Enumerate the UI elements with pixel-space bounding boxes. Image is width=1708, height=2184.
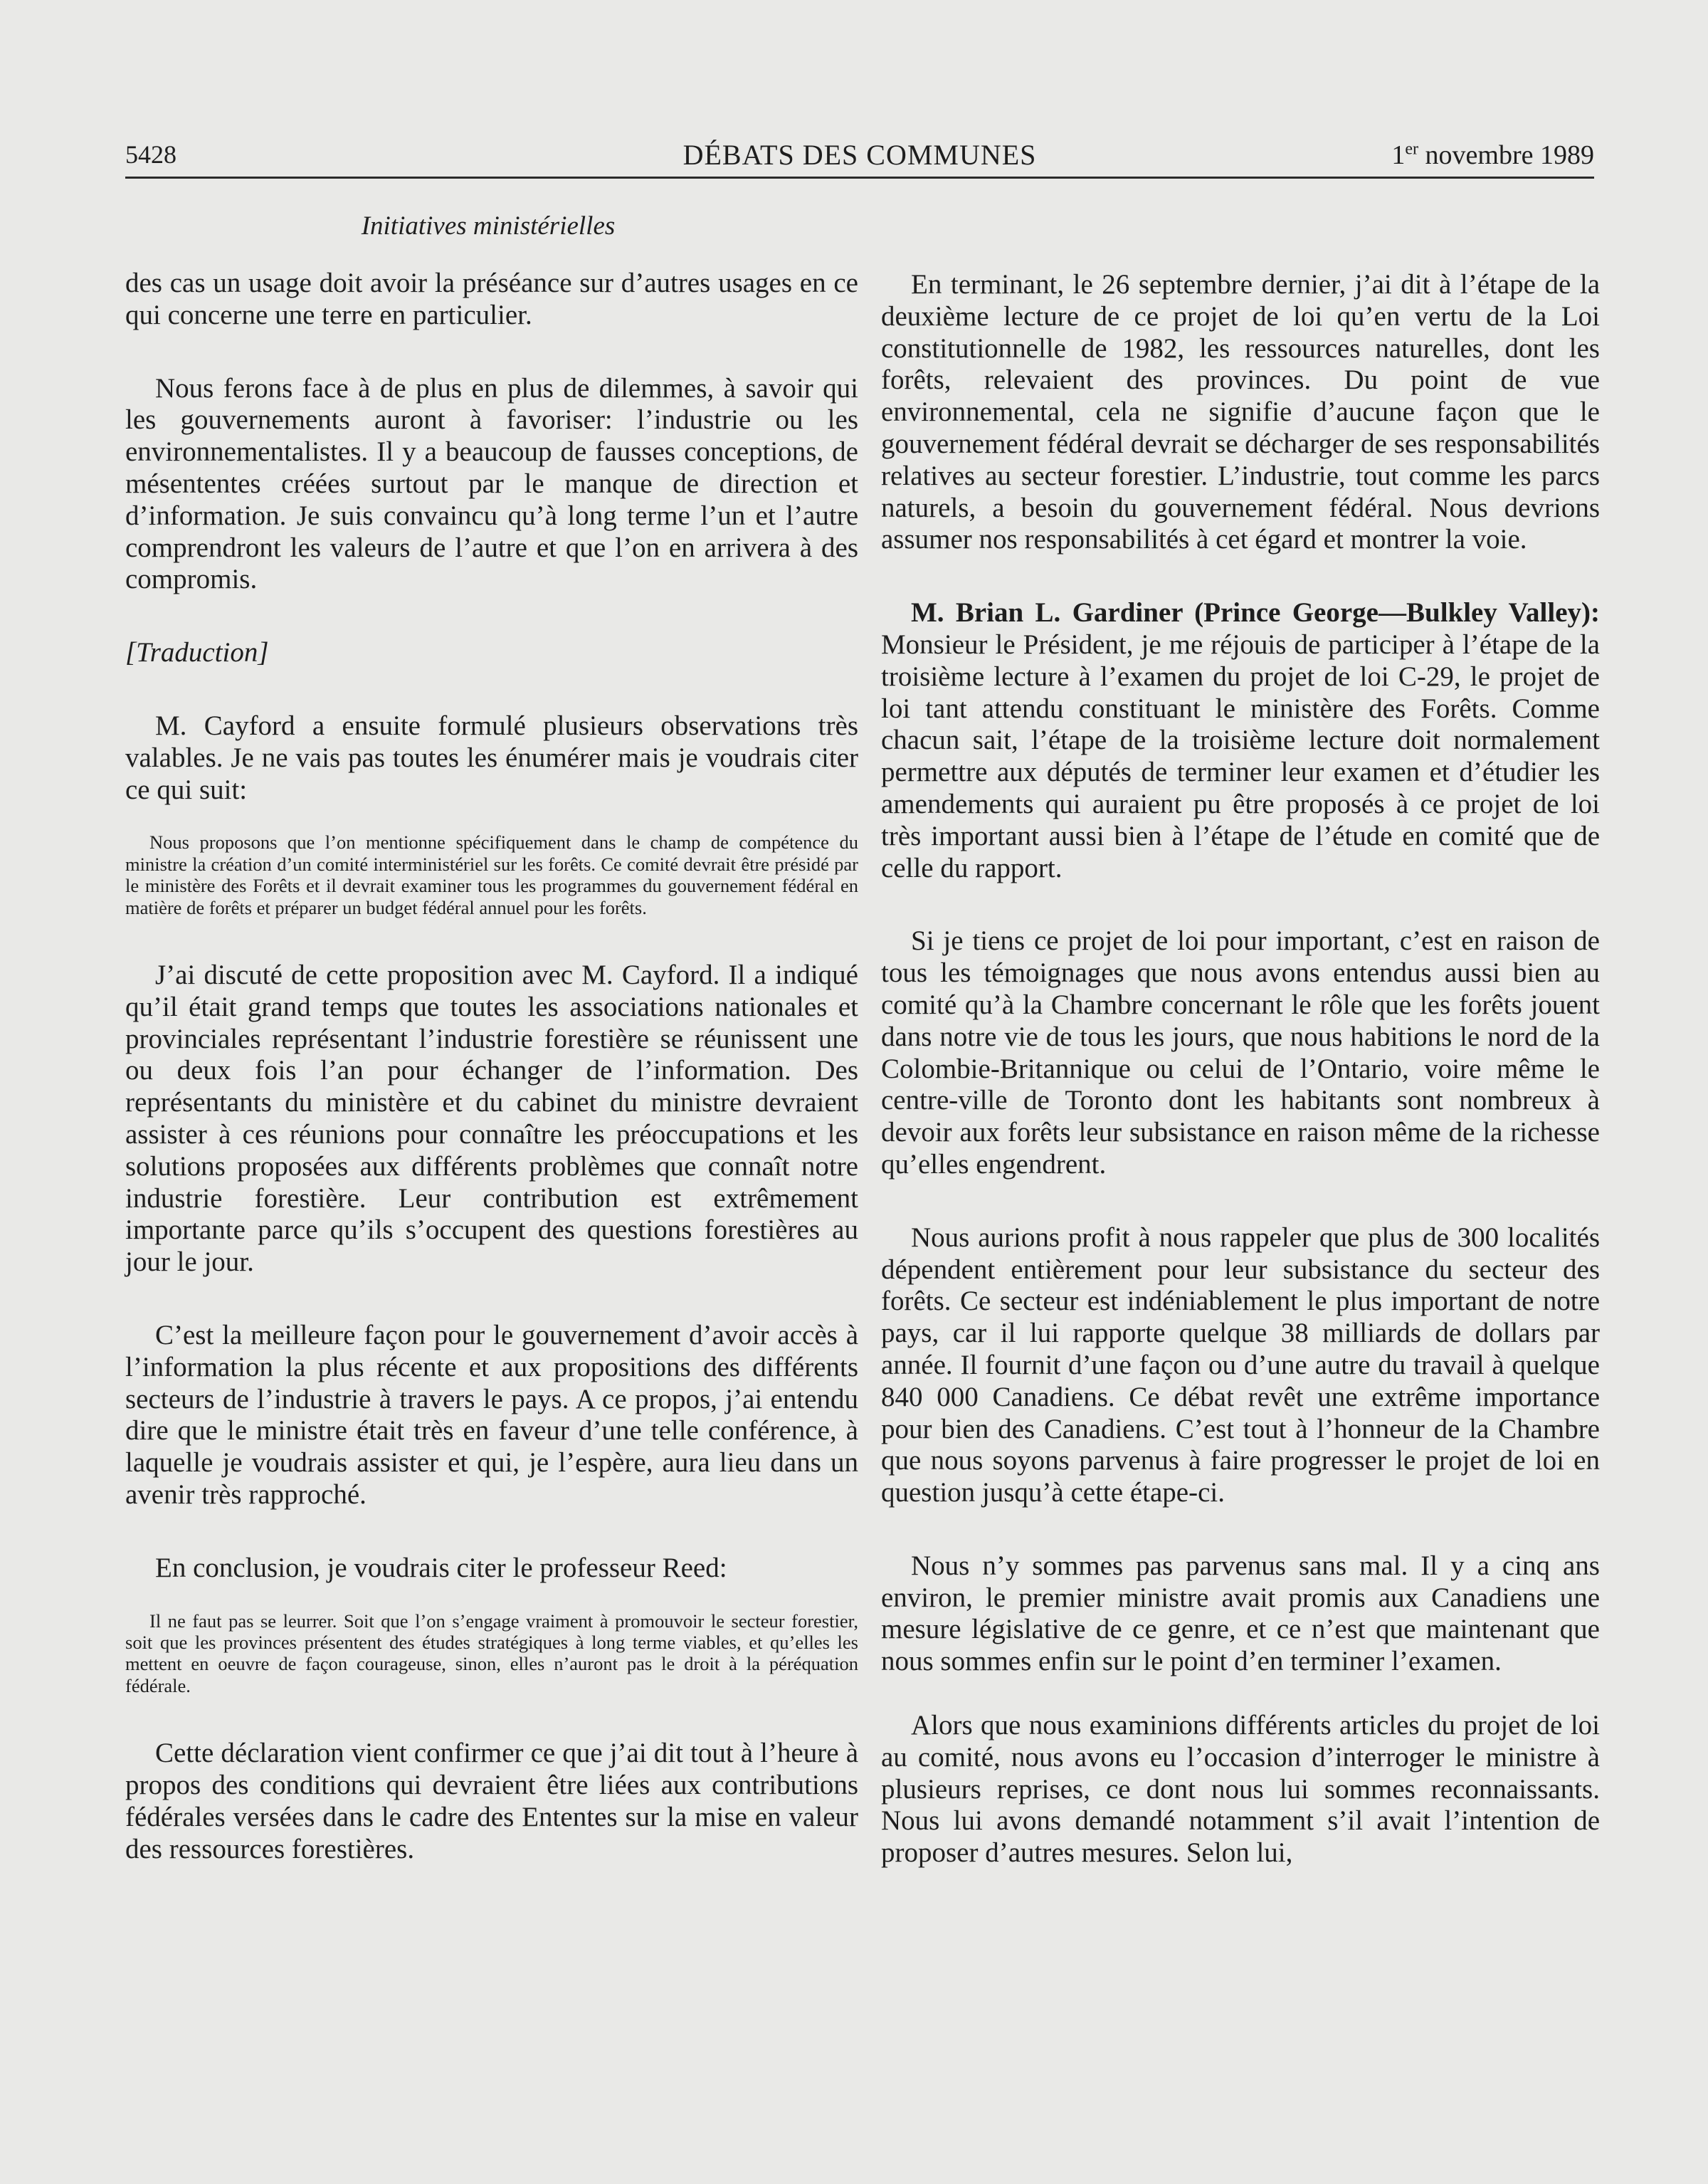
right-column [881,269,1600,1869]
paragraph: Si je tiens ce projet de loi pour important, c’est en raison de tous les témoignages que nous avons entendus aussi bien au comité qu’à la Chambre concernant le rôle que les forêts jouent dans notre vie de tous les jours, que nous habitions le nord de la Colombie-Britannique ou celui de l’Ontario, voire même le centre-ville de Toronto dont les habitants sont nombreux à devoir aux forêts leur subsistance en raison même de la richesse qu’elles engendrent. [881,925,1600,1180]
paragraph: En conclusion, je voudrais citer le professeur Reed: [155,1552,727,1583]
block-quote: Il ne faut pas se leurrer. Soit que l’on s’engage vraiment à promouvoir le secteur forestier, soit que les provinces présentent des études stratégiques à long terme viables, et qu’elles les mettent en oeuvre de façon courageuse, sinon, elles n’auront pas le droit à la péréquation fédérale. [125,1610,858,1696]
left-column [125,268,858,1865]
paragraph: J’ai discuté de cette proposition avec M. Cayford. Il a indiqué qu’il était grand temps que toutes les associations nationales et provinciales représentant l’industrie forestière se réunissent une ou deux fois l’an pour échanger de l’information. Des représentants du ministère et du cabinet du ministre devraient assister à ces réunions pour connaître les préoccupations et les solutions proposées aux différents problèmes que connaît notre industrie forestière. Leur contribution est extrêmement importante parce qu’ils s’occupent des questions forestières au jour le jour. [125,959,858,1278]
speaker-name: M. Brian L. Gardiner (Prince George—Bulkley Valley): [911,597,1600,629]
paragraph: C’est la meilleure façon pour le gouvernement d’avoir accès à l’information la plus récente et aux propositions des différents secteurs de l’industrie à travers le pays. A ce propos, j’ai entendu dire que le ministre était très en faveur d’une telle conférence, à laquelle je voudrais assister et qui, je l’espère, aura lieu dans un avenir très rapproché. [125,1319,858,1510]
publication-title: DÉBATS DES COMMUNES [682,139,1037,171]
block-quote: Nous proposons que l’on mentionne spécifiquement dans le champ de compétence du ministre la création d’un comité interministériel sur les forêts. Ce comité devrait être présidé par le ministère des Forêts et il devrait examiner tous les programmes du gouvernement fédéral en matière de forêts et préparer un budget fédéral annuel pour les forêts. [125,831,858,918]
paragraph: Cette déclaration vient confirmer ce que j’ai dit tout à l’heure à propos des conditions qui devraient être liées aux contributions fédérales versées dans le cadre des Ententes sur la mise en valeur des ressources forestières. [125,1738,858,1864]
speech-text: Monsieur le Président, je me réjouis de participer à l’étape de la troisième lecture à l’examen du projet de loi C-29, le projet de loi tant attendu constituant le ministère des Forêts. Comme chacun sait, l’étape de la troisième lecture doit normalement permettre aux députés de terminer leur examen et d’étudier les amendements qui auraient pu être proposés à ce projet de loi très important aussi bien à l’étape de l’étude en comité que de celle du rapport. [881,629,1600,883]
speech-paragraph [881,597,1600,884]
header-rule [125,177,1594,179]
issue-date: 1er novembre 1989 [1391,140,1594,170]
paragraph: Alors que nous examinions différents articles du projet de loi au comité, nous avons eu l’occasion d’interroger le ministre à plusieurs reprises, ce dont nous lui sommes reconnaissants. Nous lui avons demandé notamment s’il avait l’intention de proposer d’autres mesures. Selon lui, [881,1710,1600,1869]
page-number: 5428 [125,140,176,169]
running-header [125,138,1594,178]
paragraph: M. Cayford a ensuite formulé plusieurs observations très valables. Je ne vais pas toutes les énumérer mais je voudrais citer ce qui suit: [125,710,858,805]
paragraph: des cas un usage doit avoir la préséance sur d’autres usages en ce qui concerne une terre en particulier. [125,268,858,330]
translation-tag: [Traduction] [125,637,269,668]
paragraph: Nous aurions profit à nous rappeler que plus de 300 localités dépendent entièrement pour leur subsistance du secteur des forêts. Ce secteur est indéniablement le plus important de notre pays, car il lui rapporte quelque 38 milliards de dollars par année. Il fournit d’une façon ou d’une autre du travail à quelque 840 000 Canadiens. Ce débat revêt une extrême importance pour bien des Canadiens. C’est tout à l’honneur de la Chambre que nous soyons parvenus à faire progresser le projet de loi en question jusqu’à cette étape-ci. [881,1222,1600,1508]
section-title: Initiatives ministérielles [361,211,616,241]
paragraph: Nous n’y sommes pas parvenus sans mal. Il y a cinq ans environ, le premier ministre avait promis aux Canadiens une mesure législative de ce genre, et ce n’est que maintenant que nous sommes enfin sur le point d’en terminer l’examen. [881,1550,1600,1677]
paragraph: En terminant, le 26 septembre dernier, j’ai dit à l’étape de la deuxième lecture de ce projet de loi qu’en vertu de la Loi constitutionnelle de 1982, les ressources naturelles, dont les forêts, relevaient des provinces. Du point de vue environnemental, cela ne signifie d’aucune façon que le gouvernement fédéral devrait se décharger de ses responsabilités relatives au secteur forestier. L’industrie, tout comme les parcs naturels, a besoin du gouvernement fédéral. Nous devrions assumer nos responsabilités à cet égard et montrer la voie. [881,269,1600,555]
paragraph: Nous ferons face à de plus en plus de dilemmes, à savoir qui les gouvernements auront à favoriser: l’industrie ou les environnementalistes. Il y a beaucoup de fausses conceptions, de mésententes créées surtout par le manque de direction et d’information. Je suis convaincu qu’à long terme l’un et l’autre comprendront les valeurs de l’autre et que l’on en arrivera à des compromis. [125,372,858,595]
